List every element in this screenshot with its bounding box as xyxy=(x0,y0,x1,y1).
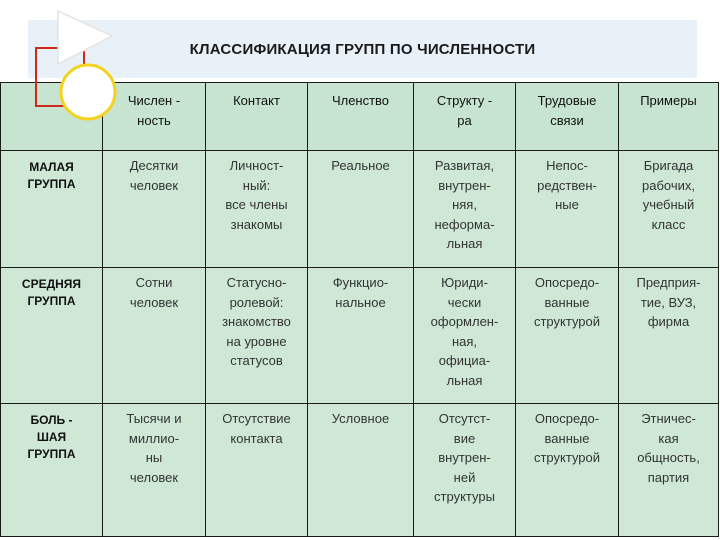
corner-cell xyxy=(1,83,103,151)
header-cell: Структу - ра xyxy=(414,83,516,151)
table-row xyxy=(1,404,719,537)
table-cell: Тысячи и миллио- ны человек xyxy=(103,404,206,537)
header-cell: Примеры xyxy=(619,83,719,151)
table-cell: Отсутствие контакта xyxy=(206,404,308,537)
row-header: БОЛЬ - ШАЯ ГРУППА xyxy=(1,404,103,537)
table-cell: Непос- редствен- ные xyxy=(516,151,619,268)
table-row xyxy=(1,151,719,268)
table-cell: Десятки человек xyxy=(103,151,206,268)
row-header: МАЛАЯ ГРУППА xyxy=(1,151,103,268)
table-cell: Статусно- ролевой: знакомство на уровне статусов xyxy=(206,268,308,404)
table-row xyxy=(1,268,719,404)
header-cell: Трудовые связи xyxy=(516,83,619,151)
table-cell: Отсутст- вие внутрен- ней структуры xyxy=(414,404,516,537)
table-cell: Предприя- тие, ВУЗ, фирма xyxy=(619,268,719,404)
table-cell: Реальное xyxy=(308,151,414,268)
row-header: СРЕДНЯЯ ГРУППА xyxy=(1,268,103,404)
header-cell: Членство xyxy=(308,83,414,151)
table-cell: Личност- ный: все члены знакомы xyxy=(206,151,308,268)
title-banner xyxy=(28,20,697,78)
table-cell: Юриди- чески оформлен- ная, официа- льная xyxy=(414,268,516,404)
table-cell: Опосредо- ванные структурой xyxy=(516,404,619,537)
page-title: КЛАССИФИКАЦИЯ ГРУПП ПО ЧИСЛЕННОСТИ xyxy=(189,41,536,58)
header-cell: Контакт xyxy=(206,83,308,151)
table-cell: Опосредо- ванные структурой xyxy=(516,268,619,404)
header-row xyxy=(1,83,719,151)
table-cell: Сотни человек xyxy=(103,268,206,404)
table-cell: Развитая, внутрен- няя, неформа- льная xyxy=(414,151,516,268)
table-cell: Функцио- нальное xyxy=(308,268,414,404)
header-cell: Числен - ность xyxy=(103,83,206,151)
table-cell: Условное xyxy=(308,404,414,537)
classification-table xyxy=(0,82,719,537)
table-cell: Этничес- кая общность, партия xyxy=(619,404,719,537)
table-cell: Бригада рабочих, учебный класс xyxy=(619,151,719,268)
